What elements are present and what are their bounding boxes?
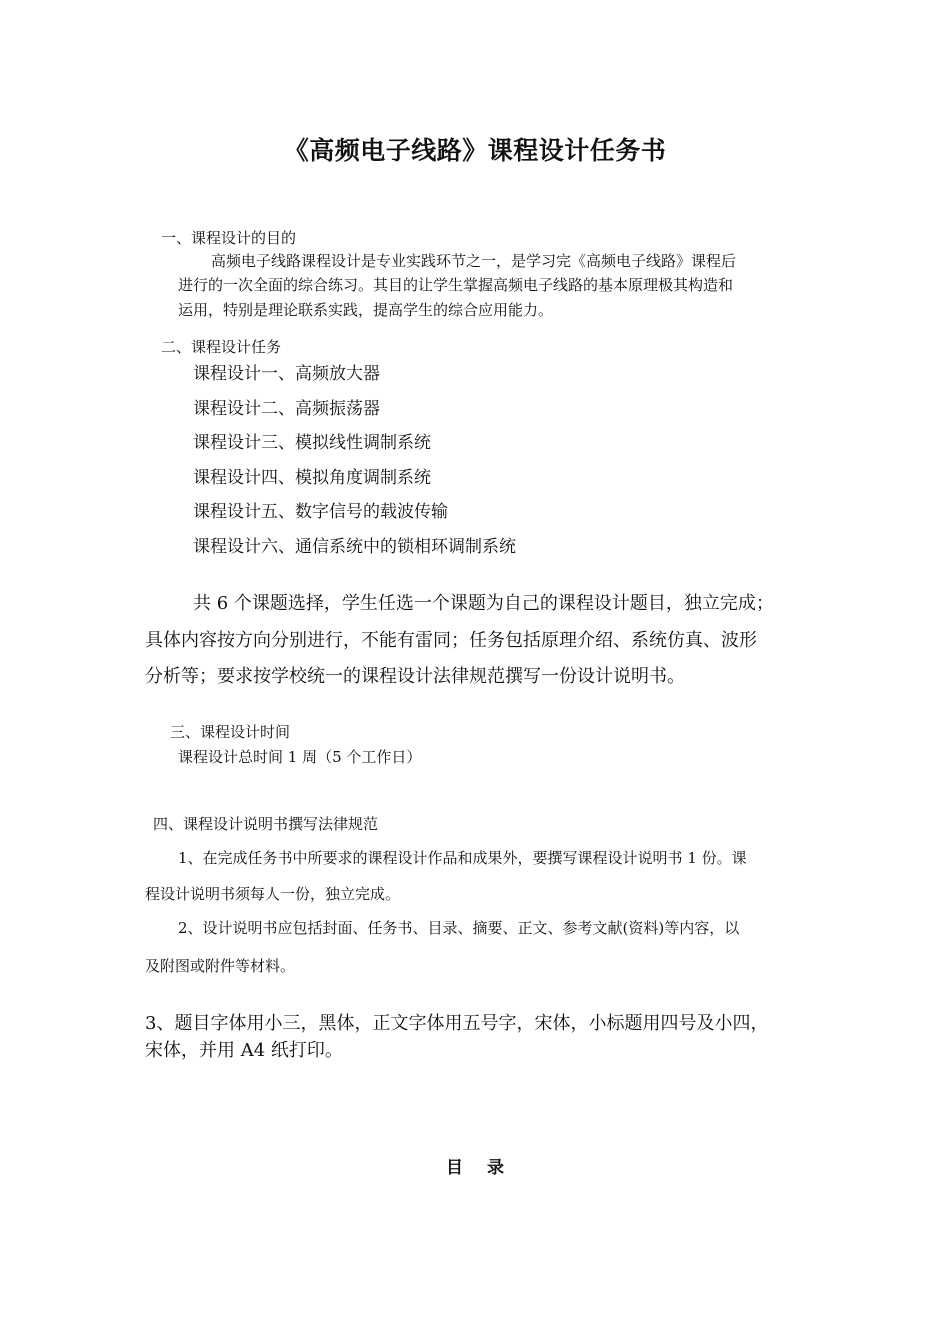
section2-heading: 二、课程设计任务 <box>161 338 282 356</box>
task-item-4: 课程设计四、模拟角度调制系统 <box>193 468 431 488</box>
section4-heading: 四、课程设计说明书撰写法律规范 <box>153 815 379 833</box>
section1-line-3: 运用，特别是理论联系实践，提高学生的综合应用能力。 <box>178 301 554 319</box>
toc-heading: 目录 <box>446 1158 528 1178</box>
section2-desc-line-1: 共 6 个课题选择，学生任选一个课题为自己的课程设计题目，独立完成； <box>193 593 774 614</box>
task-item-3: 课程设计三、模拟线性调制系统 <box>193 433 431 453</box>
section3-text: 课程设计总时间 1 周（5 个工作日） <box>178 748 422 766</box>
task-item-1: 课程设计一、高频放大器 <box>193 364 380 384</box>
section4-p1-line-2: 程设计说明书须每人一份，独立完成。 <box>145 885 401 903</box>
section4-p2-line-1: 2、设计说明书应包括封面、任务书、目录、摘要、正文、参考文献(资料)等内容，以 <box>178 919 740 937</box>
task-item-2: 课程设计二、高频振荡器 <box>193 399 380 419</box>
section1-line-1: 高频电子线路课程设计是专业实践环节之一，是学习完《高频电子线路》课程后 <box>211 252 737 270</box>
section4-p3-line-1: 3、题目字体用小三，黑体，正文字体用五号字，宋体，小标题用四号及小四， <box>145 1013 769 1034</box>
section1-heading: 一、课程设计的目的 <box>161 229 297 247</box>
document-title: 《高频电子线路》课程设计任务书 <box>283 136 667 165</box>
section4-p1-line-1: 1、在完成任务书中所要求的课程设计作品和成果外，要撰写课程设计说明书 1 份。课 <box>178 849 747 867</box>
section1-line-2: 进行的一次全面的综合练习。其目的让学生掌握高频电子线路的基本原理极其构造和 <box>178 276 734 294</box>
section4-p3-line-2: 宋体，并用 A4 纸打印。 <box>145 1040 343 1061</box>
section2-desc-line-2: 具体内容按方向分别进行，不能有雷同；任务包括原理介绍、系统仿真、波形 <box>145 630 757 651</box>
section3-heading: 三、课程设计时间 <box>170 723 291 741</box>
section2-desc-line-3: 分析等；要求按学校统一的课程设计法律规范撰写一份设计说明书。 <box>145 666 685 687</box>
task-item-5: 课程设计五、数字信号的载波传输 <box>193 502 448 522</box>
section4-p2-line-2: 及附图或附件等材料。 <box>145 957 296 975</box>
task-item-6: 课程设计六、通信系统中的锁相环调制系统 <box>193 537 516 557</box>
